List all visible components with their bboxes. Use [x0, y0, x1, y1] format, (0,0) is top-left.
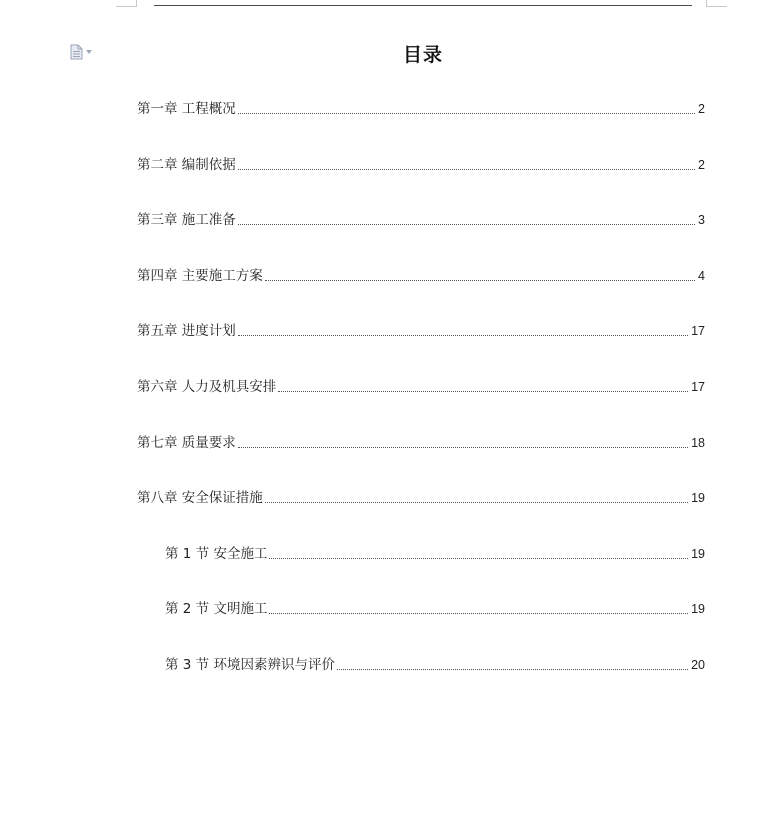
toc-entry-label: 第四章 主要施工方案	[137, 268, 263, 284]
toc-entry[interactable]	[137, 378, 705, 396]
toc-page-number: 3	[698, 213, 705, 227]
toc-entry-label: 第八章 安全保证措施	[137, 490, 263, 506]
toc-dot-leader	[265, 279, 695, 281]
toc-dot-leader	[238, 446, 688, 448]
toc-dot-leader	[278, 390, 688, 392]
toc-page-number: 19	[691, 491, 705, 505]
toc-dot-leader	[269, 557, 688, 559]
toc-title: 目录	[402, 44, 443, 66]
toc-entry-label: 第七章 质量要求	[137, 435, 236, 451]
toc-dot-leader	[238, 168, 695, 170]
toc-dot-leader	[238, 334, 688, 336]
toc-page-number: 4	[698, 269, 705, 283]
toc-dot-leader	[238, 223, 695, 225]
toc-entry-label: 第 3 节 环境因素辨识与评价	[165, 657, 335, 673]
toc-entry[interactable]	[137, 211, 705, 229]
toc-page-number: 19	[691, 602, 705, 616]
page-corner-mark-left	[116, 0, 137, 7]
toc-entry[interactable]	[137, 322, 705, 340]
toc-dot-leader	[269, 612, 688, 614]
header-rule	[154, 5, 692, 6]
toc-entry[interactable]	[165, 545, 705, 563]
toc-page-number: 17	[691, 324, 705, 338]
toc-entry[interactable]	[137, 100, 705, 118]
page-corner-mark-right	[706, 0, 727, 7]
toc-dot-leader	[337, 668, 688, 670]
toc-page-number: 2	[698, 102, 705, 116]
toc-page-number: 17	[691, 380, 705, 394]
toc-dot-leader	[265, 501, 688, 503]
toc-entry[interactable]	[137, 156, 705, 174]
toc-entry-label: 第 1 节 安全施工	[165, 546, 268, 562]
toc-entry[interactable]	[137, 434, 705, 452]
toc-entry-label: 第一章 工程概况	[137, 101, 236, 117]
toc-page-number: 2	[698, 158, 705, 172]
toc-dot-leader	[238, 112, 695, 114]
toc-entry[interactable]	[137, 267, 705, 285]
toc-page-number: 19	[691, 547, 705, 561]
toc-page-number: 18	[691, 436, 705, 450]
toc-entry[interactable]	[165, 656, 705, 674]
toc-page-number: 20	[691, 658, 705, 672]
toc-entry[interactable]	[165, 600, 705, 618]
toc-entry-label: 第二章 编制依据	[137, 157, 236, 173]
toc-entry[interactable]	[137, 489, 705, 507]
toc-entry-label: 第六章 人力及机具安排	[137, 379, 277, 395]
toc-entry-label: 第三章 施工准备	[137, 212, 236, 228]
toc-entry-label: 第 2 节 文明施工	[165, 601, 268, 617]
toc-entry-label: 第五章 进度计划	[137, 323, 236, 339]
